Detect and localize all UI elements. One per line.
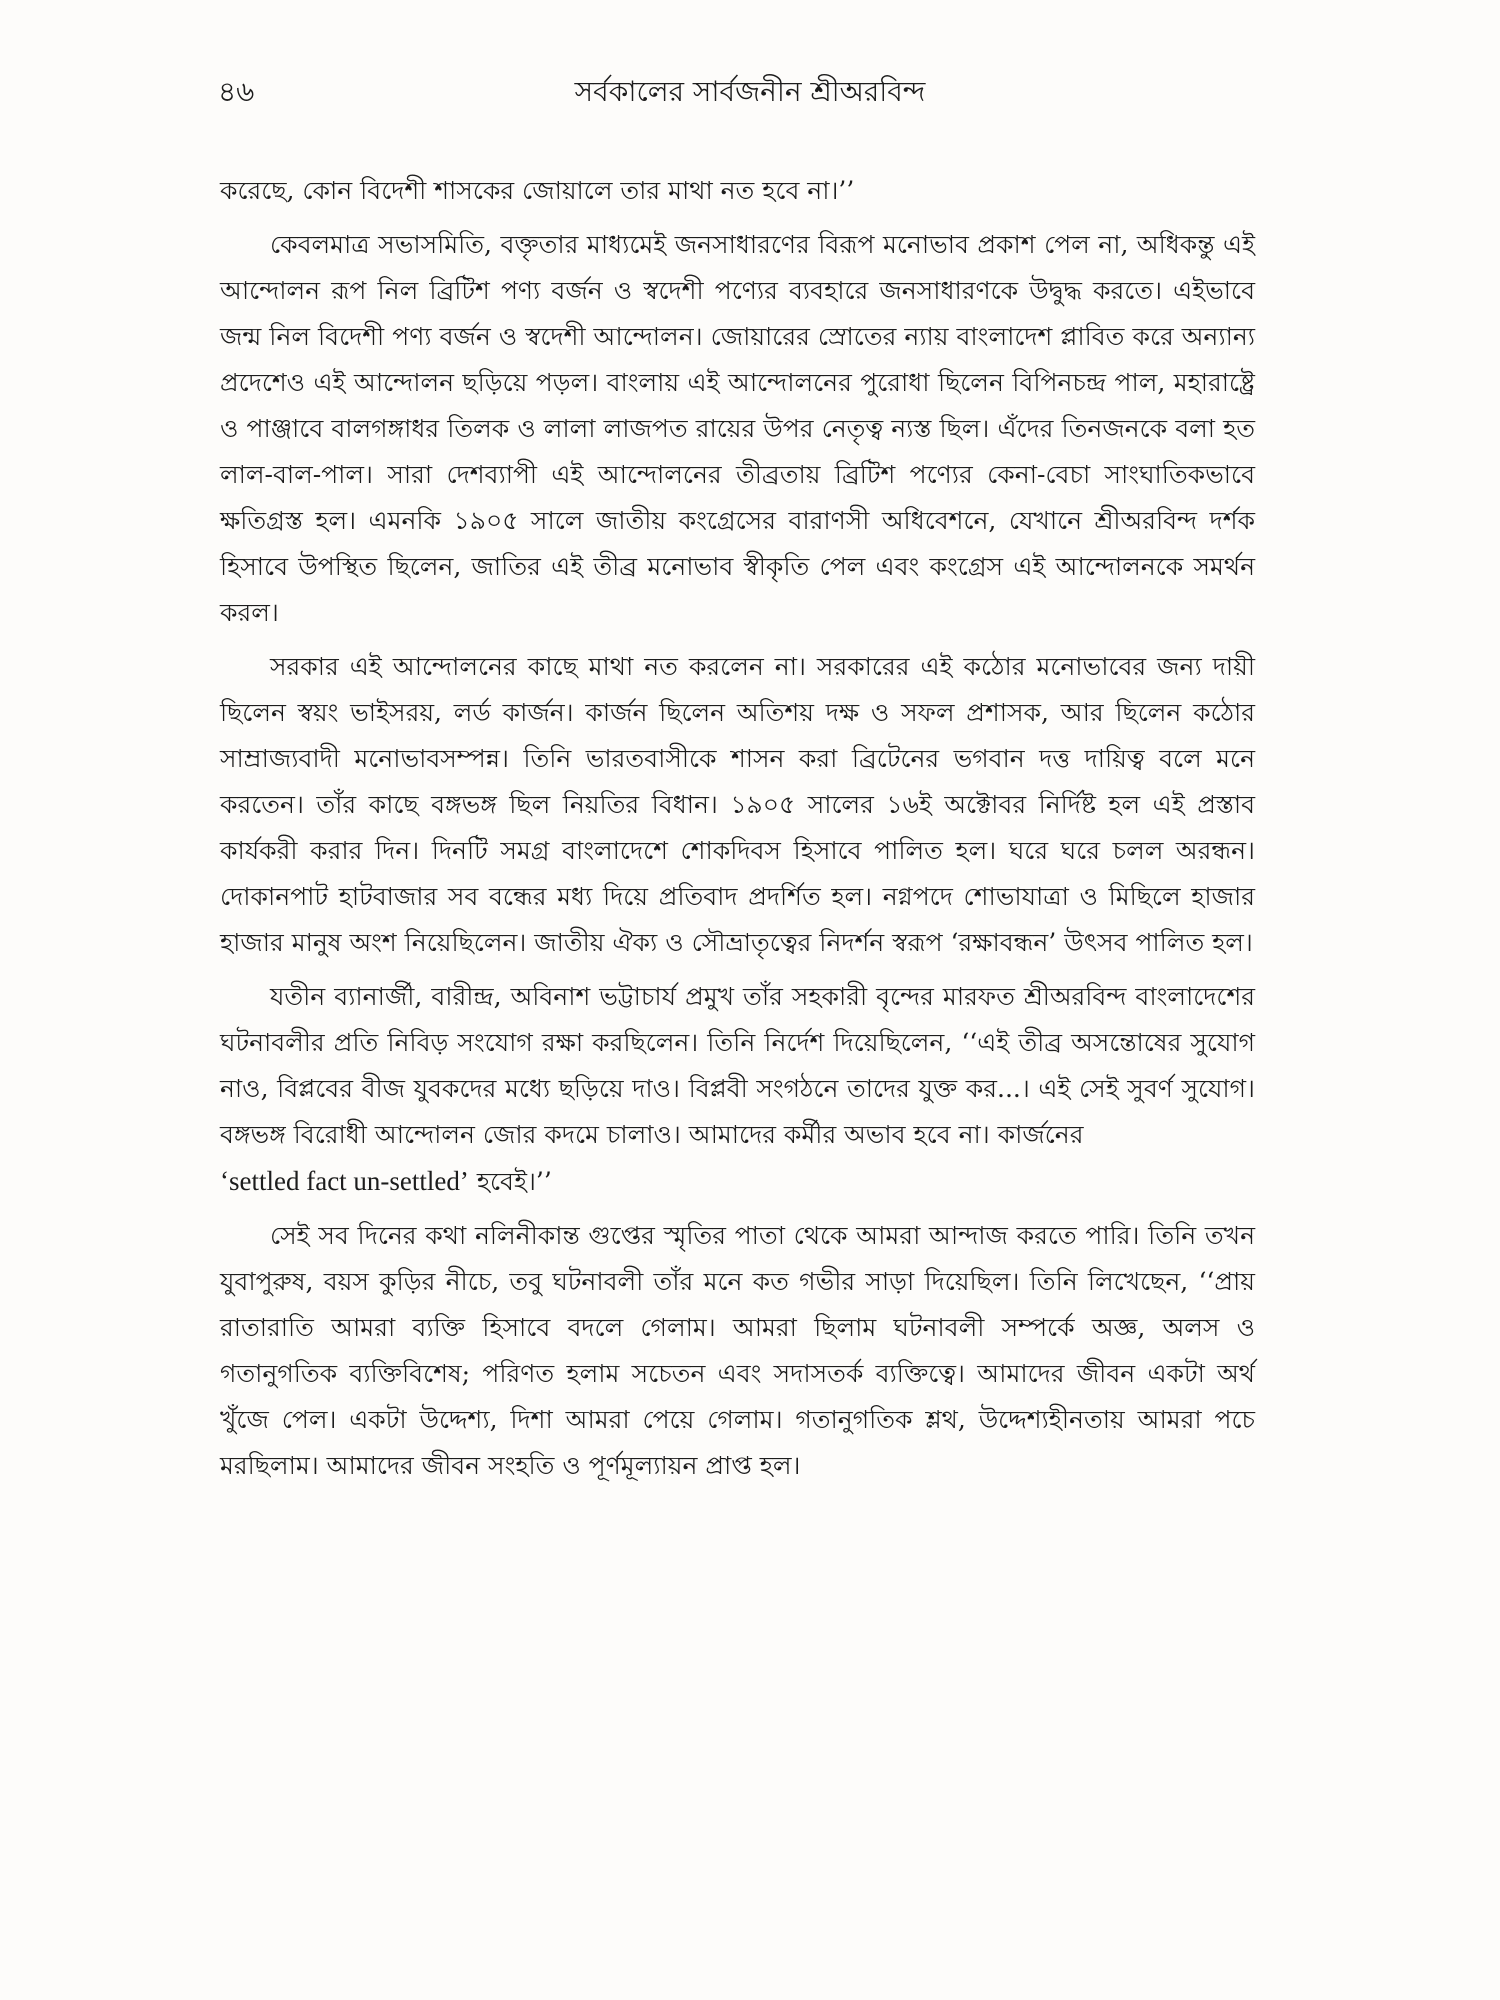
quote-ending: হবেই।’’ — [468, 1167, 552, 1196]
paragraph — [220, 974, 1255, 1205]
paragraph-text: যতীন ব্যানার্জী, বারীন্দ্র, অবিনাশ ভট্টাচার্য প্রমুখ তাঁর সহকারী বৃন্দের মারফত শ্রীঅরবিন্দ বাংলাদেশের ঘটনাবলীর প্রতি নিবিড় সংযোগ রক্ষা করছিলেন। তিনি নির্দেশ দিয়েছিলেন, ‘‘এই তীব্র অসন্তোষের সুযোগ নাও, বিপ্লবের বীজ যুবকদের মধ্যে ছড়িয়ে দাও। বিপ্লবী সংগঠনে তাদের যুক্ত কর...। এই সেই সুবর্ণ সুযোগ। বঙ্গভঙ্গ বিরোধী আন্দোলন জোর কদমে চালাও। আমাদের কর্মীর অভাব হবে না। কার্জনের — [220, 982, 1255, 1149]
body-text — [220, 168, 1255, 1497]
page-number: ৪৬ — [218, 75, 255, 108]
english-quote: ‘settled fact un-settled’ — [220, 1166, 469, 1196]
paragraph: সেই সব দিনের কথা নলিনীকান্ত গুপ্তের স্মৃতির পাতা থেকে আমরা আন্দাজ করতে পারি। তিনি তখন যুবাপুরুষ, বয়স কুড়ির নীচে, তবু ঘটনাবলী তাঁর মনে কত গভীর সাড়া দিয়েছিল। তিনি লিখেছেন, ‘‘প্রায় রাতারাতি আমরা ব্যক্তি হিসাবে বদলে গেলাম। আমরা ছিলাম ঘটনাবলী সম্পর্কে অজ্ঞ, অলস ও গতানুগতিক ব্যক্তিবিশেষ; পরিণত হলাম সচেতন এবং সদাসতর্ক ব্যক্তিত্বে। আমাদের জীবন একটা অর্থ খুঁজে পেল। একটা উদ্দেশ্য, দিশা আমরা পেয়ে গেলাম। গতানুগতিক শ্লথ, উদ্দেশ্যহীনতায় আমরা পচে মরছিলাম। আমাদের জীবন সংহতি ও পূর্ণমূল্যায়ন প্রাপ্ত হল। — [220, 1221, 1255, 1480]
page-header — [0, 62, 1500, 112]
paragraph: সরকার এই আন্দোলনের কাছে মাথা নত করলেন না। সরকারের এই কঠোর মনোভাবের জন্য দায়ী ছিলেন স্বয়ং ভাইসরয়, লর্ড কার্জন। কার্জন ছিলেন অতিশয় দক্ষ ও সফল প্রশাসক, আর ছিলেন কঠোর সাম্রাজ্যবাদী মনোভাবসম্পন্ন। তিনি ভারতবাসীকে শাসন করা ব্রিটেনের ভগবান দত্ত দায়িত্ব বলে মনে করতেন। তাঁর কাছে বঙ্গভঙ্গ ছিল নিয়তির বিধান। ১৯০৫ সালের ১৬ই অক্টোবর নির্দিষ্ট হল এই প্রস্তাব কার্যকরী করার দিন। দিনটি সমগ্র বাংলাদেশে শোকদিবস হিসাবে পালিত হল। ঘরে ঘরে চলল অরন্ধন। দোকানপাট হাটবাজার সব বন্ধের মধ্য দিয়ে প্রতিবাদ প্রদর্শিত হল। নগ্নপদে শোভাযাত্রা ও মিছিলে হাজার হাজার মানুষ অংশ নিয়েছিলেন। জাতীয় ঐক্য ও সৌভ্রাতৃত্বের নিদর্শন স্বরূপ ‘রক্ষাবন্ধন’ উৎসব পালিত হল। — [220, 652, 1255, 957]
running-title: সর্বকালের সার্বজনীন শ্রীঅরবিন্দ — [574, 75, 926, 108]
paragraph: করেছে, কোন বিদেশী শাসকের জোয়ালে তার মাথা নত হবে না।’’ — [220, 176, 855, 205]
paragraph: কেবলমাত্র সভাসমিতি, বক্তৃতার মাধ্যমেই জনসাধারণের বিরূপ মনোভাব প্রকাশ পেল না, অধিকন্তু এই আন্দোলন রূপ নিল ব্রিটিশ পণ্য বর্জন ও স্বদেশী পণ্যের ব্যবহারে জনসাধারণকে উদ্বুদ্ধ করতে। এইভাবে জন্ম নিল বিদেশী পণ্য বর্জন ও স্বদেশী আন্দোলন। জোয়ারের স্রোতের ন্যায় বাংলাদেশ প্লাবিত করে অন্যান্য প্রদেশেও এই আন্দোলন ছড়িয়ে পড়ল। বাংলায় এই আন্দোলনের পুরোধা ছিলেন বিপিনচন্দ্র পাল, মহারাষ্ট্রে ও পাঞ্জাবে বালগঙ্গাধর তিলক ও লালা লাজপত রায়ের উপর নেতৃত্ব ন্যস্ত ছিল। এঁদের তিনজনকে বলা হত লাল-বাল-পাল। সারা দেশব্যাপী এই আন্দোলনের তীব্রতায় ব্রিটিশ পণ্যের কেনা-বেচা সাংঘাতিকভাবে ক্ষতিগ্রস্ত হল। এমনকি ১৯০৫ সালে জাতীয় কংগ্রেসের বারাণসী অধিবেশনে, যেখানে শ্রীঅরবিন্দ দর্শক হিসাবে উপস্থিত ছিলেন, জাতির এই তীব্র মনোভাব স্বীকৃতি পেল এবং কংগ্রেস এই আন্দোলনকে সমর্থন করল। — [220, 230, 1256, 627]
